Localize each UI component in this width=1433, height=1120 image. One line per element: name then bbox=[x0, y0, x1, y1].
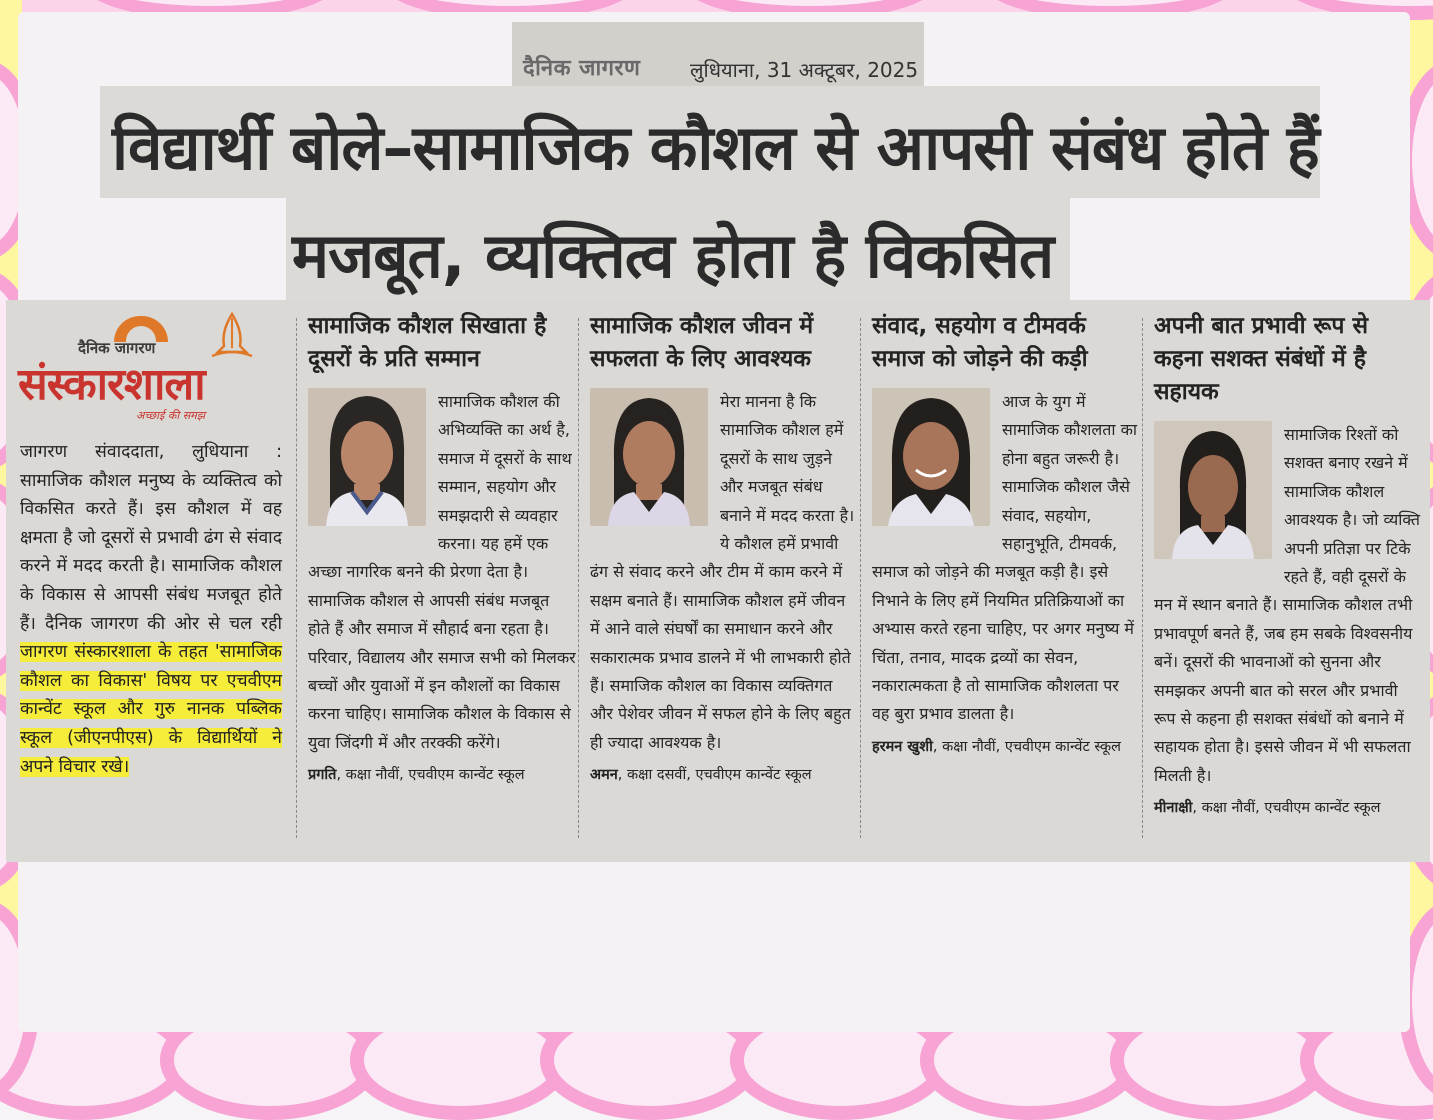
student-portrait-image bbox=[1154, 421, 1272, 559]
student-class-school: , कक्षा नौवीं, एचवीएम कान्वेंट स्कूल bbox=[932, 738, 1121, 755]
student-name: अमन bbox=[590, 767, 618, 784]
article-column bbox=[590, 310, 858, 787]
column-byline bbox=[308, 763, 576, 787]
logo-title: संस्कारशाला bbox=[18, 359, 205, 410]
column-body-text: मेरा मानना है कि सामाजिक कौशल हमें दूसरों के साथ जुड़ने और मजबूत संबंध बनाने में मदद करता है। ये कौशल हमें प्रभावी ढंग से संवाद करने और टीम में काम करने में सक्षम बनाते हैं। सामाजिक कौशल हमें जीवन में आने वाले संघर्षों का समाधान करने और सकारात्मक प्रभाव डालने में भी लाभकारी होते हैं। समाजिक कौशल का विकास व्यक्तिगत और पेशेवर जीवन में सफल होने के लिए बहुत ही ज्यादा आवश्यक है। bbox=[590, 392, 855, 752]
student-photo bbox=[872, 388, 990, 526]
intro-highlighted-text: जागरण संस्कारशाला के तहत 'सामाजिक कौशल का विकास' विषय पर एचवीएम कान्वेंट स्कूल और गुरु नानक पब्लिक स्कूल (जीएनपीएस) के विद्यार्थियों ने अपने विचार रखे। bbox=[20, 642, 282, 777]
column-divider bbox=[860, 318, 861, 838]
column-divider bbox=[578, 318, 579, 838]
column-byline bbox=[1154, 796, 1422, 820]
column-divider bbox=[1142, 318, 1143, 838]
sanskarshala-logo bbox=[18, 308, 280, 426]
headline-line-2: मजबूत, व्यक्तित्व होता है विकसित bbox=[292, 219, 1054, 292]
column-body-text: आज के युग में सामाजिक कौशलता का होना बहुत जरूरी है। सामाजिक कौशल जैसे संवाद, सहयोग, सहानुभूति, टीमवर्क, समाज को जोड़ने की मजबूत कड़ी है। इसे निभाने के लिए हमें नियमित प्रतिक्रियाओं का अभ्यास करते रहना चाहिए, पर अगर मनुष्य में चिंता, तनाव, मादक द्रव्यों का सेवन, नकारात्मकता है तो सामाजिक कौशलता पर वह बुरा प्रभाव डालता है। bbox=[872, 392, 1138, 724]
logo-tagline: अच्छाई की समझ bbox=[136, 409, 206, 422]
student-class-school: , कक्षा नौवीं, एचवीएम कान्वेंट स्कूल bbox=[336, 767, 525, 784]
masthead-dateline: लुधियाना, 31 अक्टूबर, 2025 bbox=[690, 58, 919, 82]
student-portrait-image bbox=[872, 388, 990, 526]
article-column bbox=[1154, 310, 1422, 820]
column-headline: अपनी बात प्रभावी रूप से कहना सशक्त संबंधों में है सहायक bbox=[1154, 313, 1369, 405]
column-body-text: सामाजिक कौशल की अभिव्यक्ति का अर्थ है, समाज में दूसरों के साथ सम्मान, सहयोग और समझदारी से व्यवहार करना। यह हमें एक अच्छा नागरिक बनने की प्रेरणा देता है। सामाजिक कौशल से आपसी संबंध मजबूत होते हैं और समाज में सौहार्द बना रहता है। परिवार, विद्यालय और समाज सभी को मिलकर बच्चों और युवाओं में इन कौशलों का विकास करना चाहिए। सामाजिक कौशल के विकास से युवा जिंदगी में और तरक्की करेंगे। bbox=[308, 392, 576, 752]
student-class-school: , कक्षा दसवीं, एचवीएम कान्वेंट स्कूल bbox=[617, 767, 812, 784]
student-portrait-image bbox=[308, 388, 426, 526]
intro-text: जागरण संवाददाता, लुधियाना : सामाजिक कौशल मनुष्य के व्यक्तित्व को विकसित करते हैं। इस कौशल में वह क्षमता है जो दूसरों से प्रभावी ढंग से संवाद करने में मदद करती है। सामाजिक कौशल के विकास से आपसी संबंध मजबूत होते हैं। दैनिक जागरण की ओर से चल रही bbox=[20, 442, 282, 634]
student-photo bbox=[308, 388, 426, 526]
column-byline bbox=[590, 763, 858, 787]
column-divider bbox=[296, 318, 297, 838]
student-photo bbox=[590, 388, 708, 526]
student-photo bbox=[1154, 421, 1272, 559]
column-headline: सामाजिक कौशल सिखाता है दूसरों के प्रति सम्मान bbox=[308, 313, 547, 372]
student-name: हरमन खुशी bbox=[872, 738, 933, 755]
student-name: प्रगति bbox=[308, 767, 337, 784]
article-column bbox=[872, 310, 1140, 759]
intro-paragraph bbox=[20, 438, 282, 781]
student-portrait-image bbox=[590, 388, 708, 526]
column-headline: संवाद, सहयोग व टीमवर्क समाज को जोड़ने की कड़ी bbox=[872, 313, 1088, 372]
folded-hands-icon bbox=[204, 312, 260, 360]
masthead-paper-name: दैनिक जागरण bbox=[523, 56, 641, 81]
headline-line-1: विद्यार्थी बोले–सामाजिक कौशल से आपसी संबंध होते हैं bbox=[112, 111, 1319, 184]
student-class-school: , कक्षा नौवीं, एचवीएम कान्वेंट स्कूल bbox=[1192, 800, 1381, 817]
column-body-text: सामाजिक रिश्तों को सशक्त बनाए रखने में सामाजिक कौशल आवश्यक है। जो व्यक्ति अपनी प्रतिज्ञा पर टिके रहते हैं, वही दूसरों के मन में स्थान बनाते हैं। सामाजिक कौशल तभी प्रभावपूर्ण बनते हैं, जब हम सबके विश्वसनीय बनें। दूसरों की भावनाओं को सुनना और समझकर अपनी बात को सरल और प्रभावी रूप से कहना ही सशक्त संबंधों को बनाने में सहायक होता है। इससे जीवन में भी सफलता मिलती है। bbox=[1154, 425, 1421, 785]
article-column bbox=[308, 310, 576, 787]
column-headline: सामाजिक कौशल जीवन में सफलता के लिए आवश्यक bbox=[590, 313, 814, 372]
column-byline bbox=[872, 735, 1140, 759]
student-name: मीनाक्षी bbox=[1154, 800, 1193, 817]
logo-paper-name: दैनिक जागरण bbox=[78, 339, 156, 357]
